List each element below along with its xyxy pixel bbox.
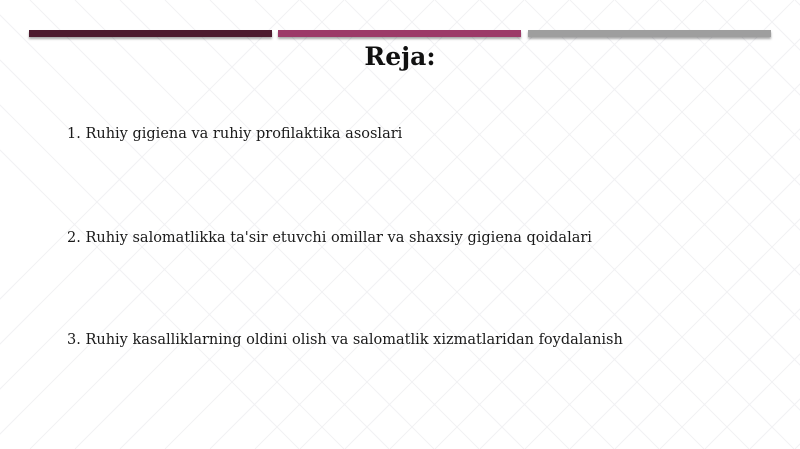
slide-title: Reja: (364, 42, 436, 71)
top-bar-1 (29, 30, 272, 37)
plan-item-3: 3. Ruhiy kasalliklarning oldini olish va salomatlik xizmatlaridan foydalanish (67, 332, 623, 348)
plan-item-2: 2. Ruhiy salomatlikka ta'sir etuvchi omillar va shaxsiy gigiena qoidalari (67, 230, 592, 246)
plan-item-1: 1. Ruhiy gigiena va ruhiy profilaktika asoslari (67, 126, 403, 142)
top-bar-2 (278, 30, 521, 37)
top-bar-3 (528, 30, 771, 37)
